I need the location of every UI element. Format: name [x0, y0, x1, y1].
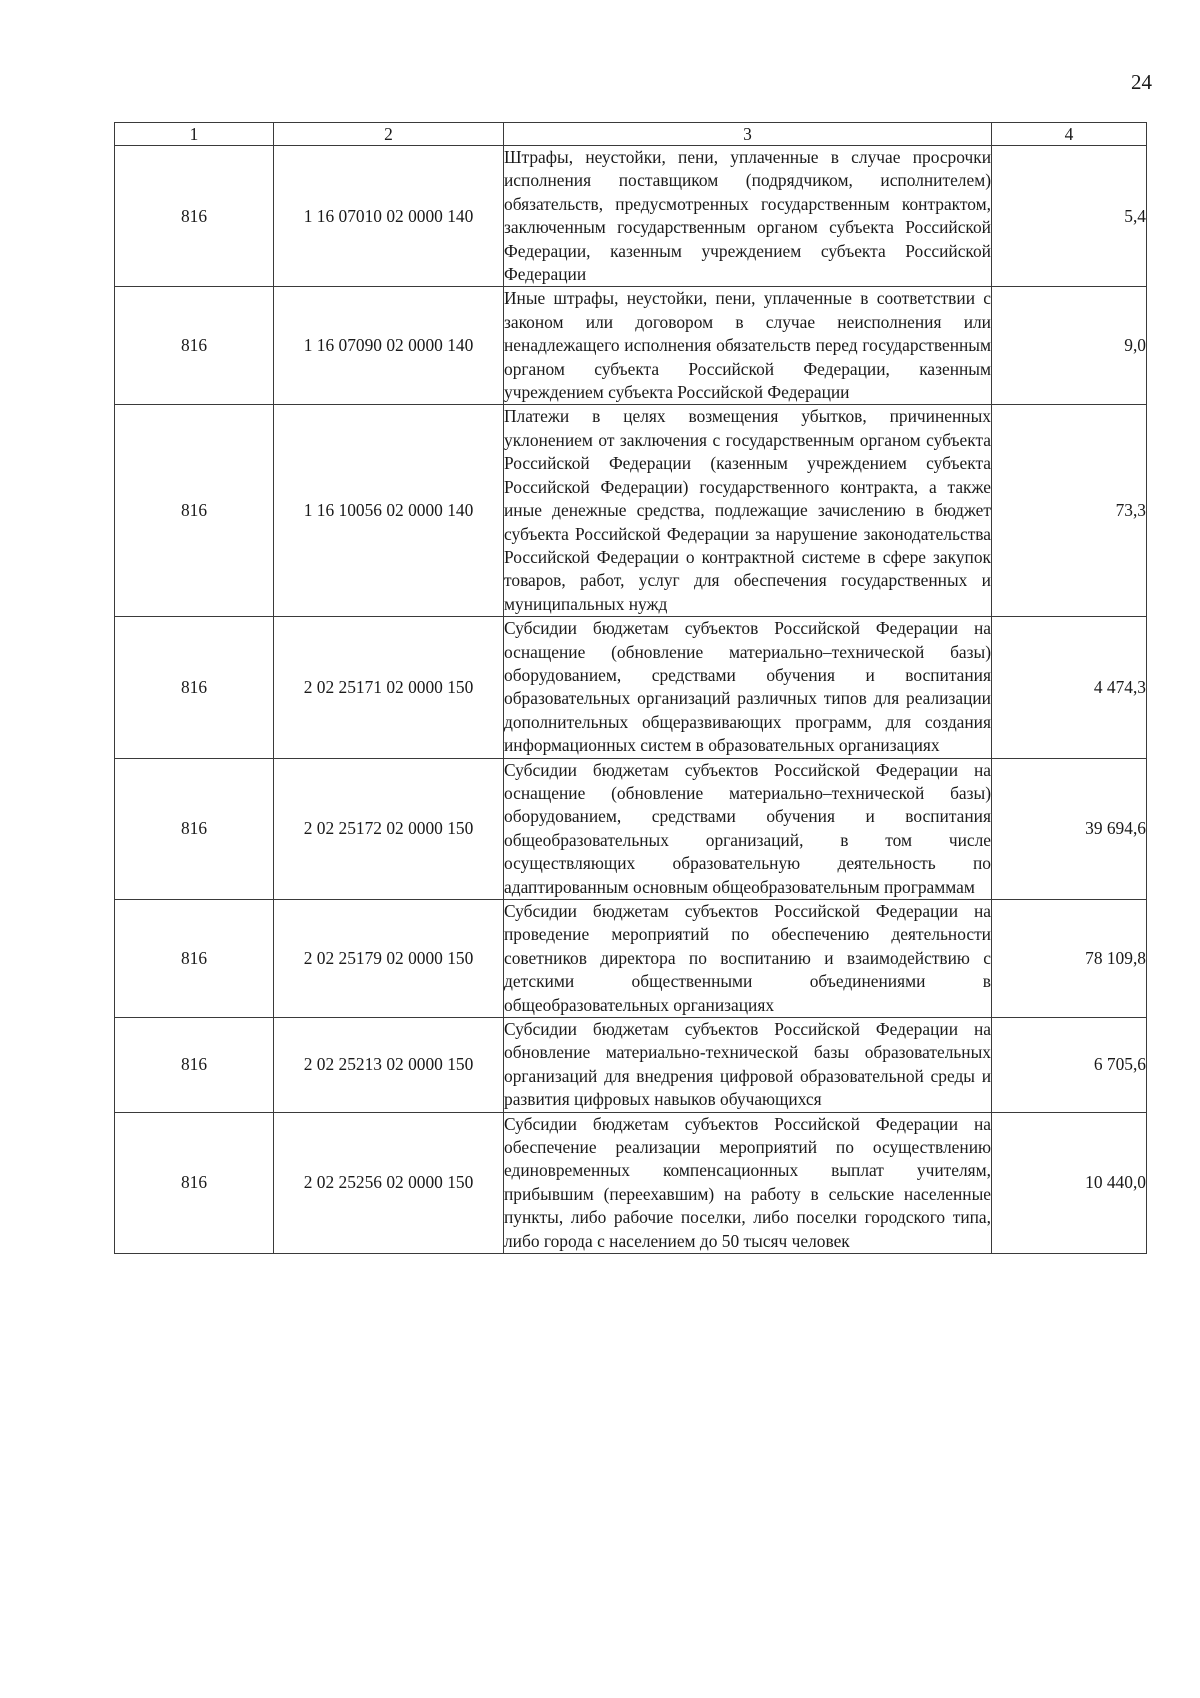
- budget-code-cell: 1 16 07090 02 0000 140: [274, 287, 504, 405]
- budget-code-cell: 2 02 25256 02 0000 150: [274, 1112, 504, 1253]
- amount-cell: 78 109,8: [992, 900, 1147, 1018]
- budget-code-cell: 2 02 25172 02 0000 150: [274, 758, 504, 899]
- budget-code-cell: 2 02 25171 02 0000 150: [274, 617, 504, 758]
- table-row: [115, 1018, 1147, 1113]
- column-header: 3: [504, 123, 992, 146]
- description-cell: Субсидии бюджетам субъектов Российской Федерации на обновление материально-технической базы образовательных организаций для внедрения цифровой образовательной среды и развития цифровых навыков обучающихся: [504, 1018, 992, 1113]
- budget-code-cell: 2 02 25213 02 0000 150: [274, 1018, 504, 1113]
- admin-code-cell: 816: [115, 758, 274, 899]
- amount-cell: 6 705,6: [992, 1018, 1147, 1113]
- amount-cell: 9,0: [992, 287, 1147, 405]
- description-cell: Субсидии бюджетам субъектов Российской Федерации на оснащение (обновление материально–технической базы) оборудованием, средствами обучения и воспитания образовательных организаций различных типов для реализации дополнительных общеразвивающих программ, для создания информационных систем в образовательных организациях: [504, 617, 992, 758]
- admin-code-cell: 816: [115, 146, 274, 287]
- admin-code-cell: 816: [115, 287, 274, 405]
- table-row: [115, 617, 1147, 758]
- table-row: [115, 1112, 1147, 1253]
- description-cell: Иные штрафы, неустойки, пени, уплаченные в соответствии с законом или договором в случае неисполнения или ненадлежащего исполнения обязательств перед государственным органом субъекта Российской Федерации, казенным учреждением субъекта Российской Федерации: [504, 287, 992, 405]
- table-row: [115, 758, 1147, 899]
- amount-cell: 10 440,0: [992, 1112, 1147, 1253]
- budget-revenue-table: [114, 122, 1147, 1254]
- description-cell: Платежи в целях возмещения убытков, причиненных уклонением от заключения с государственным органом субъекта Российской Федерации (казенным учреждением субъекта Российской Федерации) государственного контракта, а также иные денежные средства, подлежащие зачислению в бюджет субъекта Российской Федерации за нарушение законодательства Российской Федерации о контрактной системе в сфере закупок товаров, работ, услуг для обеспечения государственных и муниципальных нужд: [504, 405, 992, 617]
- budget-code-cell: 1 16 07010 02 0000 140: [274, 146, 504, 287]
- table-row: [115, 405, 1147, 617]
- table-row: [115, 146, 1147, 287]
- admin-code-cell: 816: [115, 405, 274, 617]
- description-cell: Субсидии бюджетам субъектов Российской Федерации на оснащение (обновление материально–технической базы) оборудованием, средствами обучения и воспитания общеобразовательных организаций, в том числе осуществляющих образовательную деятельность по адаптированным основным общеобразовательным программам: [504, 758, 992, 899]
- column-header: 2: [274, 123, 504, 146]
- admin-code-cell: 816: [115, 1112, 274, 1253]
- budget-code-cell: 1 16 10056 02 0000 140: [274, 405, 504, 617]
- table-row: [115, 900, 1147, 1018]
- description-cell: Субсидии бюджетам субъектов Российской Федерации на обеспечение реализации мероприятий по осуществлению единовременных компенсационных выплат учителям, прибывшим (переехавшим) на работу в сельские населенные пункты, либо рабочие поселки, либо поселки городского типа, либо города с населением до 50 тысяч человек: [504, 1112, 992, 1253]
- amount-cell: 73,3: [992, 405, 1147, 617]
- column-header: 1: [115, 123, 274, 146]
- description-cell: Субсидии бюджетам субъектов Российской Федерации на проведение мероприятий по обеспечению деятельности советников директора по воспитанию и взаимодействию с детскими общественными объединениями в общеобразовательных организациях: [504, 900, 992, 1018]
- column-number-row: [115, 123, 1147, 146]
- budget-code-cell: 2 02 25179 02 0000 150: [274, 900, 504, 1018]
- table-row: [115, 287, 1147, 405]
- amount-cell: 39 694,6: [992, 758, 1147, 899]
- page-number: 24: [1131, 70, 1152, 94]
- admin-code-cell: 816: [115, 617, 274, 758]
- admin-code-cell: 816: [115, 900, 274, 1018]
- amount-cell: 4 474,3: [992, 617, 1147, 758]
- description-cell: Штрафы, неустойки, пени, уплаченные в случае просрочки исполнения поставщиком (подрядчиком, исполнителем) обязательств, предусмотренных государственным контрактом, заключенным государственным органом субъекта Российской Федерации, казенным учреждением субъекта Российской Федерации: [504, 146, 992, 287]
- column-header: 4: [992, 123, 1147, 146]
- amount-cell: 5,4: [992, 146, 1147, 287]
- admin-code-cell: 816: [115, 1018, 274, 1113]
